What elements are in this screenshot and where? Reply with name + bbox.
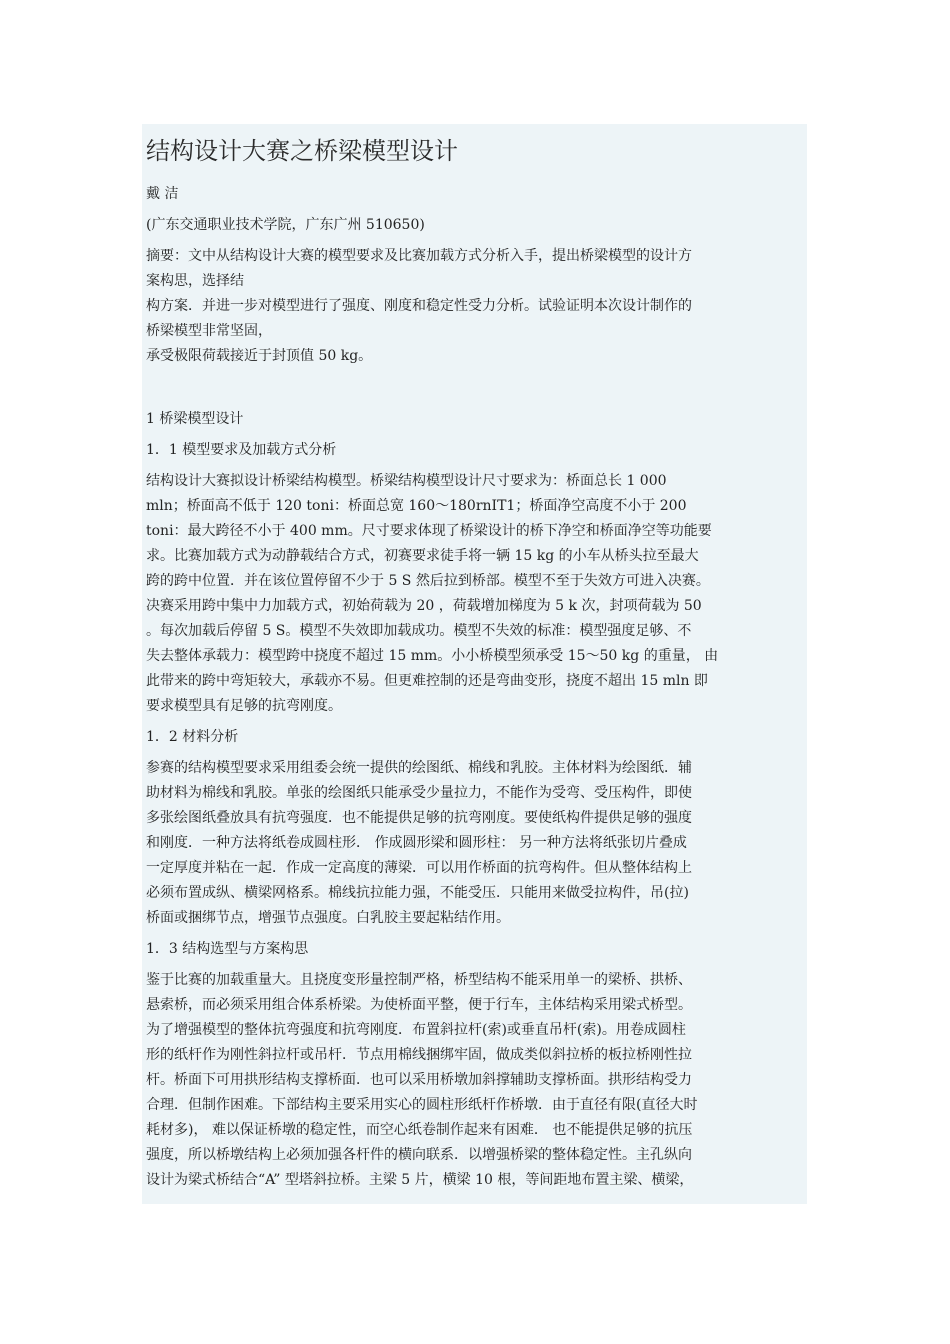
paragraph-line: 杆。桥面下可用拱形结构支撑桥面．也可以采用桥墩加斜撑辅助支撑桥面。拱形结构受力 — [146, 1072, 692, 1088]
subsection-heading: 1．2 材料分析 — [146, 729, 239, 745]
paragraph-line: 和刚度．一种方法将纸卷成圆柱形． 作成圆形梁和圆形柱： 另一种方法将纸张切片叠成 — [146, 835, 687, 851]
paragraph-line: 参赛的结构模型要求采用组委会统一提供的绘图纸、棉线和乳胶。主体材料为绘图纸．辅 — [146, 760, 692, 776]
paragraph-line: 合理．但制作困难。下部结构主要采用实心的圆柱形纸杆作桥墩．由于直径有限(直径大时 — [146, 1097, 698, 1113]
paragraph-line: 此带来的跨中弯矩较大，承载亦不易。但更难控制的还是弯曲变形，挠度不超出 15 mln 即 — [146, 673, 708, 689]
affiliation: (广东交通职业技术学院，广东广州 510650) — [146, 217, 425, 233]
abstract-line: 桥梁模型非常坚固， — [146, 323, 272, 339]
paragraph-line: mln；桥面高不低于 120 toni：桥面总宽 160～180rnIT1；桥面净空高度不小于 200 — [146, 498, 687, 514]
document-page — [142, 124, 807, 1204]
paragraph-line: 结构设计大赛拟设计桥梁结构模型。桥梁结构模型设计尺寸要求为：桥面总长 1 000 — [146, 473, 667, 489]
abstract-line: 构方案．并进一步对模型进行了强度、刚度和稳定性受力分析。试验证明本次设计制作的 — [146, 298, 692, 314]
paragraph-line: 要求模型具有足够的抗弯刚度。 — [146, 698, 342, 714]
paragraph-line: 跨的跨中位置．并在该位置停留不少于 5 S 然后拉到桥部。模型不至于失效方可进入决赛。 — [146, 573, 710, 589]
abstract-line: 案构思，选择结 — [146, 273, 244, 289]
paragraph-line: 桥面或捆绑节点，增强节点强度。白乳胶主要起粘结作用。 — [146, 910, 510, 926]
abstract — [146, 244, 807, 369]
paragraph-line: 为了增强模型的整体抗弯强度和抗弯刚度．布置斜拉杆(索)或垂直吊杆(索)。用卷成圆柱 — [146, 1022, 686, 1038]
paragraph-line: 鉴于比赛的加载重量大。且挠度变形量控制严格，桥型结构不能采用单一的梁桥、拱桥、 — [146, 972, 692, 988]
paragraph-line: 助材料为棉线和乳胶。单张的绘图纸只能承受少量拉力，不能作为受弯、受压构件，即使 — [146, 785, 692, 801]
paragraph — [146, 469, 807, 719]
paragraph-line: 求。比赛加载方式为动静载结合方式，初赛要求徒手将一辆 15 kg 的小车从桥头拉至最大 — [146, 548, 699, 564]
section-heading: 1 桥梁模型设计 — [146, 411, 244, 427]
paragraph-line: toni：最大跨径不小于 400 mm。尺寸要求体现了桥梁设计的桥下净空和桥面净空等功能要 — [146, 523, 712, 539]
paragraph-line: 一定厚度并粘在一起．作成一定高度的薄梁．可以用作桥面的抗弯构件。但从整体结构上 — [146, 860, 692, 876]
subsection-heading: 1．3 结构选型与方案构思 — [146, 941, 309, 957]
abstract-line: 承受极限荷载接近于封顶值 50 kg。 — [146, 348, 373, 364]
paragraph-line: 失去整体承载力：模型跨中挠度不超过 15 mm。小小桥模型须承受 15～50 kg 的重量， 由 — [146, 648, 719, 664]
document-title: 结构设计大赛之桥梁模型设计 — [146, 137, 458, 165]
paragraph-line: 决赛采用跨中集中力加载方式，初始荷载为 20 ，荷载增加梯度为 5 k 次，封项荷载为 50 — [146, 598, 702, 614]
subsection-heading: 1．1 模型要求及加载方式分析 — [146, 442, 337, 458]
paragraph — [146, 968, 807, 1193]
author: 戴 洁 — [146, 186, 179, 202]
paragraph — [146, 756, 807, 931]
paragraph-line: 必须布置成纵、横梁网格系。棉线抗拉能力强，不能受压．只能用来做受拉构件，吊(拉) — [146, 885, 689, 901]
paragraph-line: 悬索桥，而必须采用组合体系桥梁。为使桥面平整，便于行车，主体结构采用梁式桥型。 — [146, 997, 692, 1013]
abstract-line: 摘要：文中从结构设计大赛的模型要求及比赛加载方式分析入手，提出桥梁模型的设计方 — [146, 248, 692, 264]
paragraph-line: 耗材多)， 难以保证桥墩的稳定性，而空心纸卷制作起来有困难． 也不能提供足够的抗压 — [146, 1122, 693, 1138]
paragraph-line: 形的纸杆作为刚性斜拉杆或吊杆．节点用棉线捆绑牢固，做成类似斜拉桥的板拉桥刚性拉 — [146, 1047, 692, 1063]
paragraph-line: 多张绘图纸叠放具有抗弯强度．也不能提供足够的抗弯刚度。要使纸构件提供足够的强度 — [146, 810, 692, 826]
paragraph-line: 。每次加载后停留 5 S。模型不失效即加载成功。模型不失效的标准：模型强度足够、不 — [146, 623, 692, 639]
paragraph-line: 设计为梁式桥结合“A” 型塔斜拉桥。主梁 5 片，横梁 10 根，等间距地布置主梁、横梁， — [146, 1172, 694, 1188]
paragraph-line: 强度，所以桥墩结构上必须加强各杆件的横向联系．以增强桥梁的整体稳定性。主孔纵向 — [146, 1147, 692, 1163]
